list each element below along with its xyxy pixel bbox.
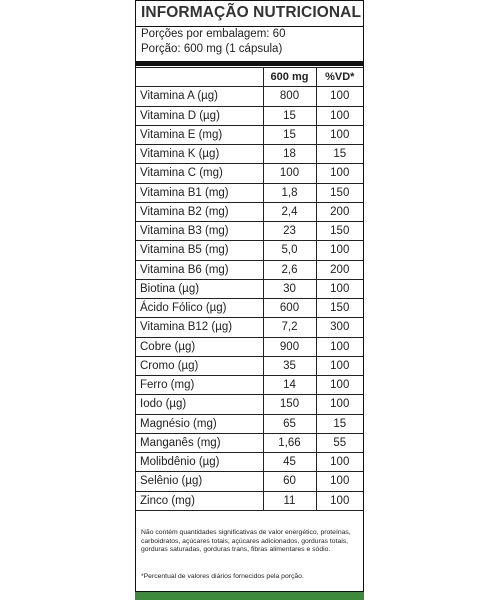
nutrient-amount: 30 (263, 279, 316, 298)
nutrient-daily-value: 150 (316, 299, 363, 318)
nutrient-amount: 1,8 (263, 183, 316, 202)
nutrient-name: Vitamina A (µg) (136, 87, 263, 106)
nutrient-amount: 5,0 (263, 241, 316, 260)
nutrient-amount: 60 (263, 472, 316, 491)
table-row (136, 472, 363, 491)
nutrient-name: Vitamina C (mg) (136, 164, 263, 183)
nutrient-daily-value: 100 (316, 376, 363, 395)
table-row (136, 453, 363, 472)
table-row (136, 125, 363, 144)
table-row (136, 356, 363, 375)
table-row (136, 491, 363, 510)
nutrient-name: Magnésio (mg) (136, 414, 263, 433)
nutrient-name: Manganês (mg) (136, 433, 263, 452)
table-header-row (136, 68, 363, 87)
nutrient-daily-value: 300 (316, 318, 363, 337)
nutrient-amount: 900 (263, 337, 316, 356)
nutrient-amount: 23 (263, 222, 316, 241)
nutrient-name: Selênio (µg) (136, 472, 263, 491)
nutrient-amount: 800 (263, 87, 316, 106)
nutrient-amount: 45 (263, 453, 316, 472)
nutrient-daily-value: 15 (316, 414, 363, 433)
nutrient-amount: 35 (263, 356, 316, 375)
nutrient-name: Vitamina B1 (mg) (136, 183, 263, 202)
nutrient-amount: 15 (263, 125, 316, 144)
nutrient-daily-value: 150 (316, 222, 363, 241)
nutrient-amount: 100 (263, 164, 316, 183)
table-row (136, 260, 363, 279)
nutrient-daily-value: 100 (316, 491, 363, 510)
nutrient-name: Cromo (µg) (136, 356, 263, 375)
nutrient-daily-value: 100 (316, 337, 363, 356)
nutrient-name: Vitamina E (mg) (136, 125, 263, 144)
nutrient-daily-value: 15 (316, 145, 363, 164)
bottom-accent-bar (135, 592, 364, 600)
nutrient-name: Molibdênio (µg) (136, 453, 263, 472)
nutrition-facts-panel (135, 0, 364, 592)
nutrient-name: Zinco (mg) (136, 491, 263, 510)
table-row (136, 279, 363, 298)
footnote-daily-value: *Percentual de valores diários fornecidos pela porção. (141, 573, 304, 580)
nutrient-daily-value: 100 (316, 395, 363, 414)
title-divider (136, 26, 363, 27)
table-row (136, 433, 363, 452)
nutrient-amount: 18 (263, 145, 316, 164)
nutrient-daily-value: 100 (316, 453, 363, 472)
serving-divider (136, 61, 363, 66)
table-row (136, 106, 363, 125)
nutrient-daily-value: 100 (316, 125, 363, 144)
nutrient-amount: 65 (263, 414, 316, 433)
nutrient-amount: 2,4 (263, 202, 316, 221)
nutrient-name: Vitamina K (µg) (136, 145, 263, 164)
nutrient-daily-value: 100 (316, 356, 363, 375)
footnote-not-significant: Não contém quantidades significativas de valor energético, proteínas, carboidratos, açúcares totais, açúcares adicionados, gorduras totais, gorduras saturadas, gorduras trans, fibras alimentares e sódio. (141, 529, 351, 554)
nutrient-name: Iodo (µg) (136, 395, 263, 414)
table-row (136, 318, 363, 337)
nutrient-name: Vitamina B12 (µg) (136, 318, 263, 337)
nutrient-daily-value: 200 (316, 202, 363, 221)
nutrient-name: Ferro (mg) (136, 376, 263, 395)
table-row (136, 395, 363, 414)
header-blank (136, 68, 263, 87)
table-row (136, 241, 363, 260)
table-row (136, 145, 363, 164)
nutrient-table (136, 67, 363, 511)
nutrient-daily-value: 100 (316, 279, 363, 298)
nutrient-name: Vitamina D (µg) (136, 106, 263, 125)
nutrient-amount: 7,2 (263, 318, 316, 337)
nutrient-amount: 150 (263, 395, 316, 414)
nutrient-amount: 11 (263, 491, 316, 510)
nutrient-amount: 2,6 (263, 260, 316, 279)
table-row (136, 87, 363, 106)
nutrient-daily-value: 100 (316, 87, 363, 106)
nutrient-name: Ácido Fólico (µg) (136, 299, 263, 318)
nutrient-amount: 600 (263, 299, 316, 318)
table-row (136, 299, 363, 318)
nutrient-name: Vitamina B2 (mg) (136, 202, 263, 221)
nutrient-daily-value: 100 (316, 106, 363, 125)
nutrient-name: Biotina (µg) (136, 279, 263, 298)
nutrient-amount: 15 (263, 106, 316, 125)
nutrient-name: Vitamina B5 (mg) (136, 241, 263, 260)
nutrient-daily-value: 100 (316, 241, 363, 260)
table-row (136, 222, 363, 241)
table-row (136, 376, 363, 395)
nutrient-rows (136, 87, 363, 511)
nutrient-daily-value: 100 (316, 164, 363, 183)
serving-size: Porção: 600 mg (1 cápsula) (141, 43, 283, 55)
table-row (136, 337, 363, 356)
nutrient-name: Cobre (µg) (136, 337, 263, 356)
servings-per-package: Porções por embalagem: 60 (141, 28, 286, 40)
nutrient-name: Vitamina B6 (mg) (136, 260, 263, 279)
table-row (136, 414, 363, 433)
panel-title: INFORMAÇÃO NUTRICIONAL (141, 4, 362, 21)
nutrient-daily-value: 200 (316, 260, 363, 279)
nutrient-amount: 14 (263, 376, 316, 395)
header-amount: 600 mg (263, 68, 316, 87)
table-row (136, 183, 363, 202)
nutrient-daily-value: 100 (316, 472, 363, 491)
header-daily-value: %VD* (316, 68, 363, 87)
table-row (136, 202, 363, 221)
nutrient-daily-value: 55 (316, 433, 363, 452)
nutrient-daily-value: 150 (316, 183, 363, 202)
nutrient-name: Vitamina B3 (mg) (136, 222, 263, 241)
table-row (136, 164, 363, 183)
nutrient-amount: 1,66 (263, 433, 316, 452)
